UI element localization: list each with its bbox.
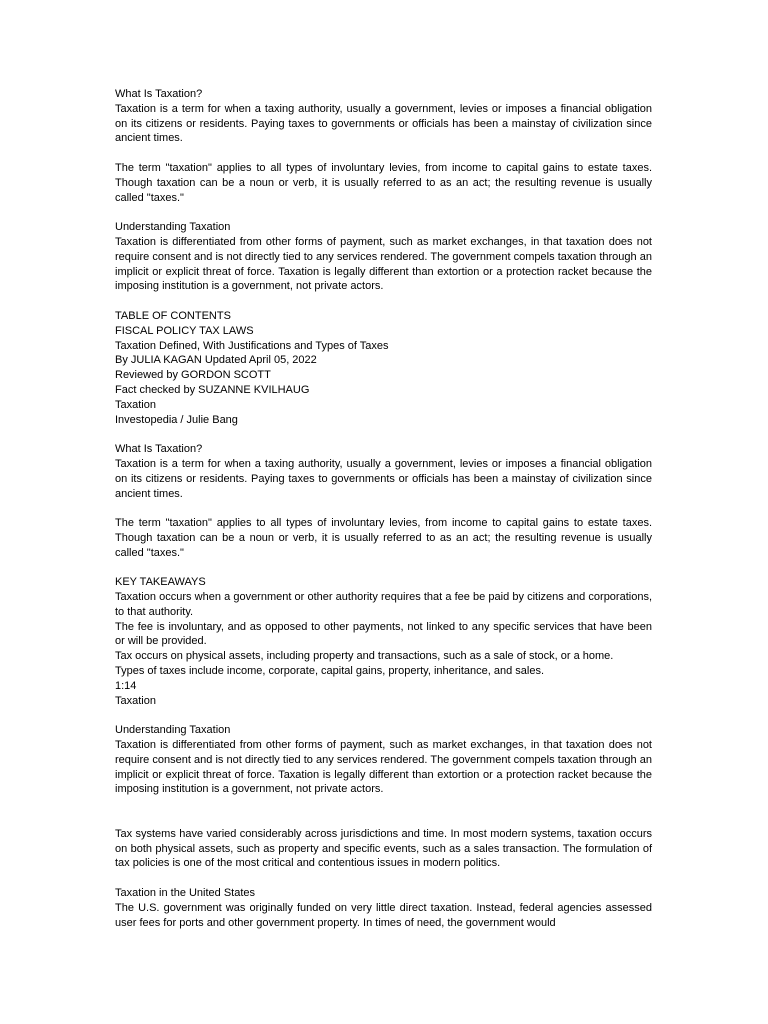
paragraph: The U.S. government was originally funded on very little direct taxation. Instead, federal agencies assessed user fees for ports and other government property. In times of need, the government would bbox=[115, 901, 652, 929]
section-heading: Understanding Taxation bbox=[115, 724, 231, 737]
fact-checker-line: Fact checked by SUZANNE KVILHAUG bbox=[115, 383, 310, 396]
paragraph: The term "taxation" applies to all types of involuntary levies, from income to capital gains to estate taxes. Though taxation can be a noun or verb, it is usually referred to as an act; the resulting revenue is usually called "taxes." bbox=[115, 517, 652, 559]
document-body bbox=[115, 87, 652, 930]
reviewer-line: Reviewed by GORDON SCOTT bbox=[115, 369, 271, 382]
image-label: Taxation bbox=[115, 398, 156, 411]
video-label: Taxation bbox=[115, 694, 156, 707]
takeaway-item: Types of taxes include income, corporate, capital gains, property, inheritance, and sales. bbox=[115, 665, 545, 678]
takeaway-item: Tax occurs on physical assets, including property and transactions, such as a sale of stock, or a home. bbox=[115, 650, 614, 663]
image-credit: Investopedia / Julie Bang bbox=[115, 413, 238, 426]
takeaway-item: Taxation occurs when a government or other authority requires that a fee be paid by citizens and corporations, to that authority. bbox=[115, 591, 652, 618]
byline: By JULIA KAGAN Updated April 05, 2022 bbox=[115, 354, 317, 367]
paragraph: Taxation is differentiated from other forms of payment, such as market exchanges, in that taxation does not require consent and is not directly tied to any services rendered. The government compels taxation through an implicit or explicit threat of force. Taxation is legally different than extortion or a protection racket because the imposing institution is a government, not private actors. bbox=[115, 739, 652, 796]
takeaway-item: The fee is involuntary, and as opposed to other payments, not linked to any specific services that have been or will be provided. bbox=[115, 620, 652, 648]
paragraph: The term "taxation" applies to all types of involuntary levies, from income to capital gains to estate taxes. Though taxation can be a noun or verb, it is usually referred to as an act; the resulting revenue is usually called "taxes." bbox=[115, 161, 652, 204]
takeaways-heading: KEY TAKEAWAYS bbox=[115, 576, 206, 589]
paragraph: Taxation is a term for when a taxing authority, usually a government, levies or imposes a financial obligation on its citizens or residents. Paying taxes to governments or officials has been a mainstay of civilization since ancient times. bbox=[115, 102, 652, 145]
section-heading: What Is Taxation? bbox=[115, 88, 203, 100]
video-time: 1:14 bbox=[115, 679, 137, 692]
paragraph: Taxation is differentiated from other forms of payment, such as market exchanges, in that taxation does not require consent and is not directly tied to any services rendered. The government compels taxation through an implicit or explicit threat of force. Taxation is legally different than extortion or a protection racket because the imposing institution is a government, not private actors. bbox=[115, 235, 652, 293]
category-tags: FISCAL POLICY TAX LAWS bbox=[115, 324, 254, 337]
paragraph: Taxation is a term for when a taxing authority, usually a government, levies or imposes a financial obligation on its citizens or residents. Paying taxes to governments or officials has been a mainstay of civilization since ancient times. bbox=[115, 457, 652, 500]
toc-heading: TABLE OF CONTENTS bbox=[115, 309, 231, 322]
paragraph: Tax systems have varied considerably across jurisdictions and time. In most modern systems, taxation occurs on both physical assets, such as property and specific events, such as a sales transaction. The formulation of tax policies is one of the most critical and contentious issues in modern politics. bbox=[115, 827, 652, 870]
section-heading: Understanding Taxation bbox=[115, 221, 231, 234]
section-heading: Taxation in the United States bbox=[115, 887, 256, 900]
article-title: Taxation Defined, With Justifications and Types of Taxes bbox=[115, 339, 389, 352]
section-heading: What Is Taxation? bbox=[115, 443, 203, 456]
